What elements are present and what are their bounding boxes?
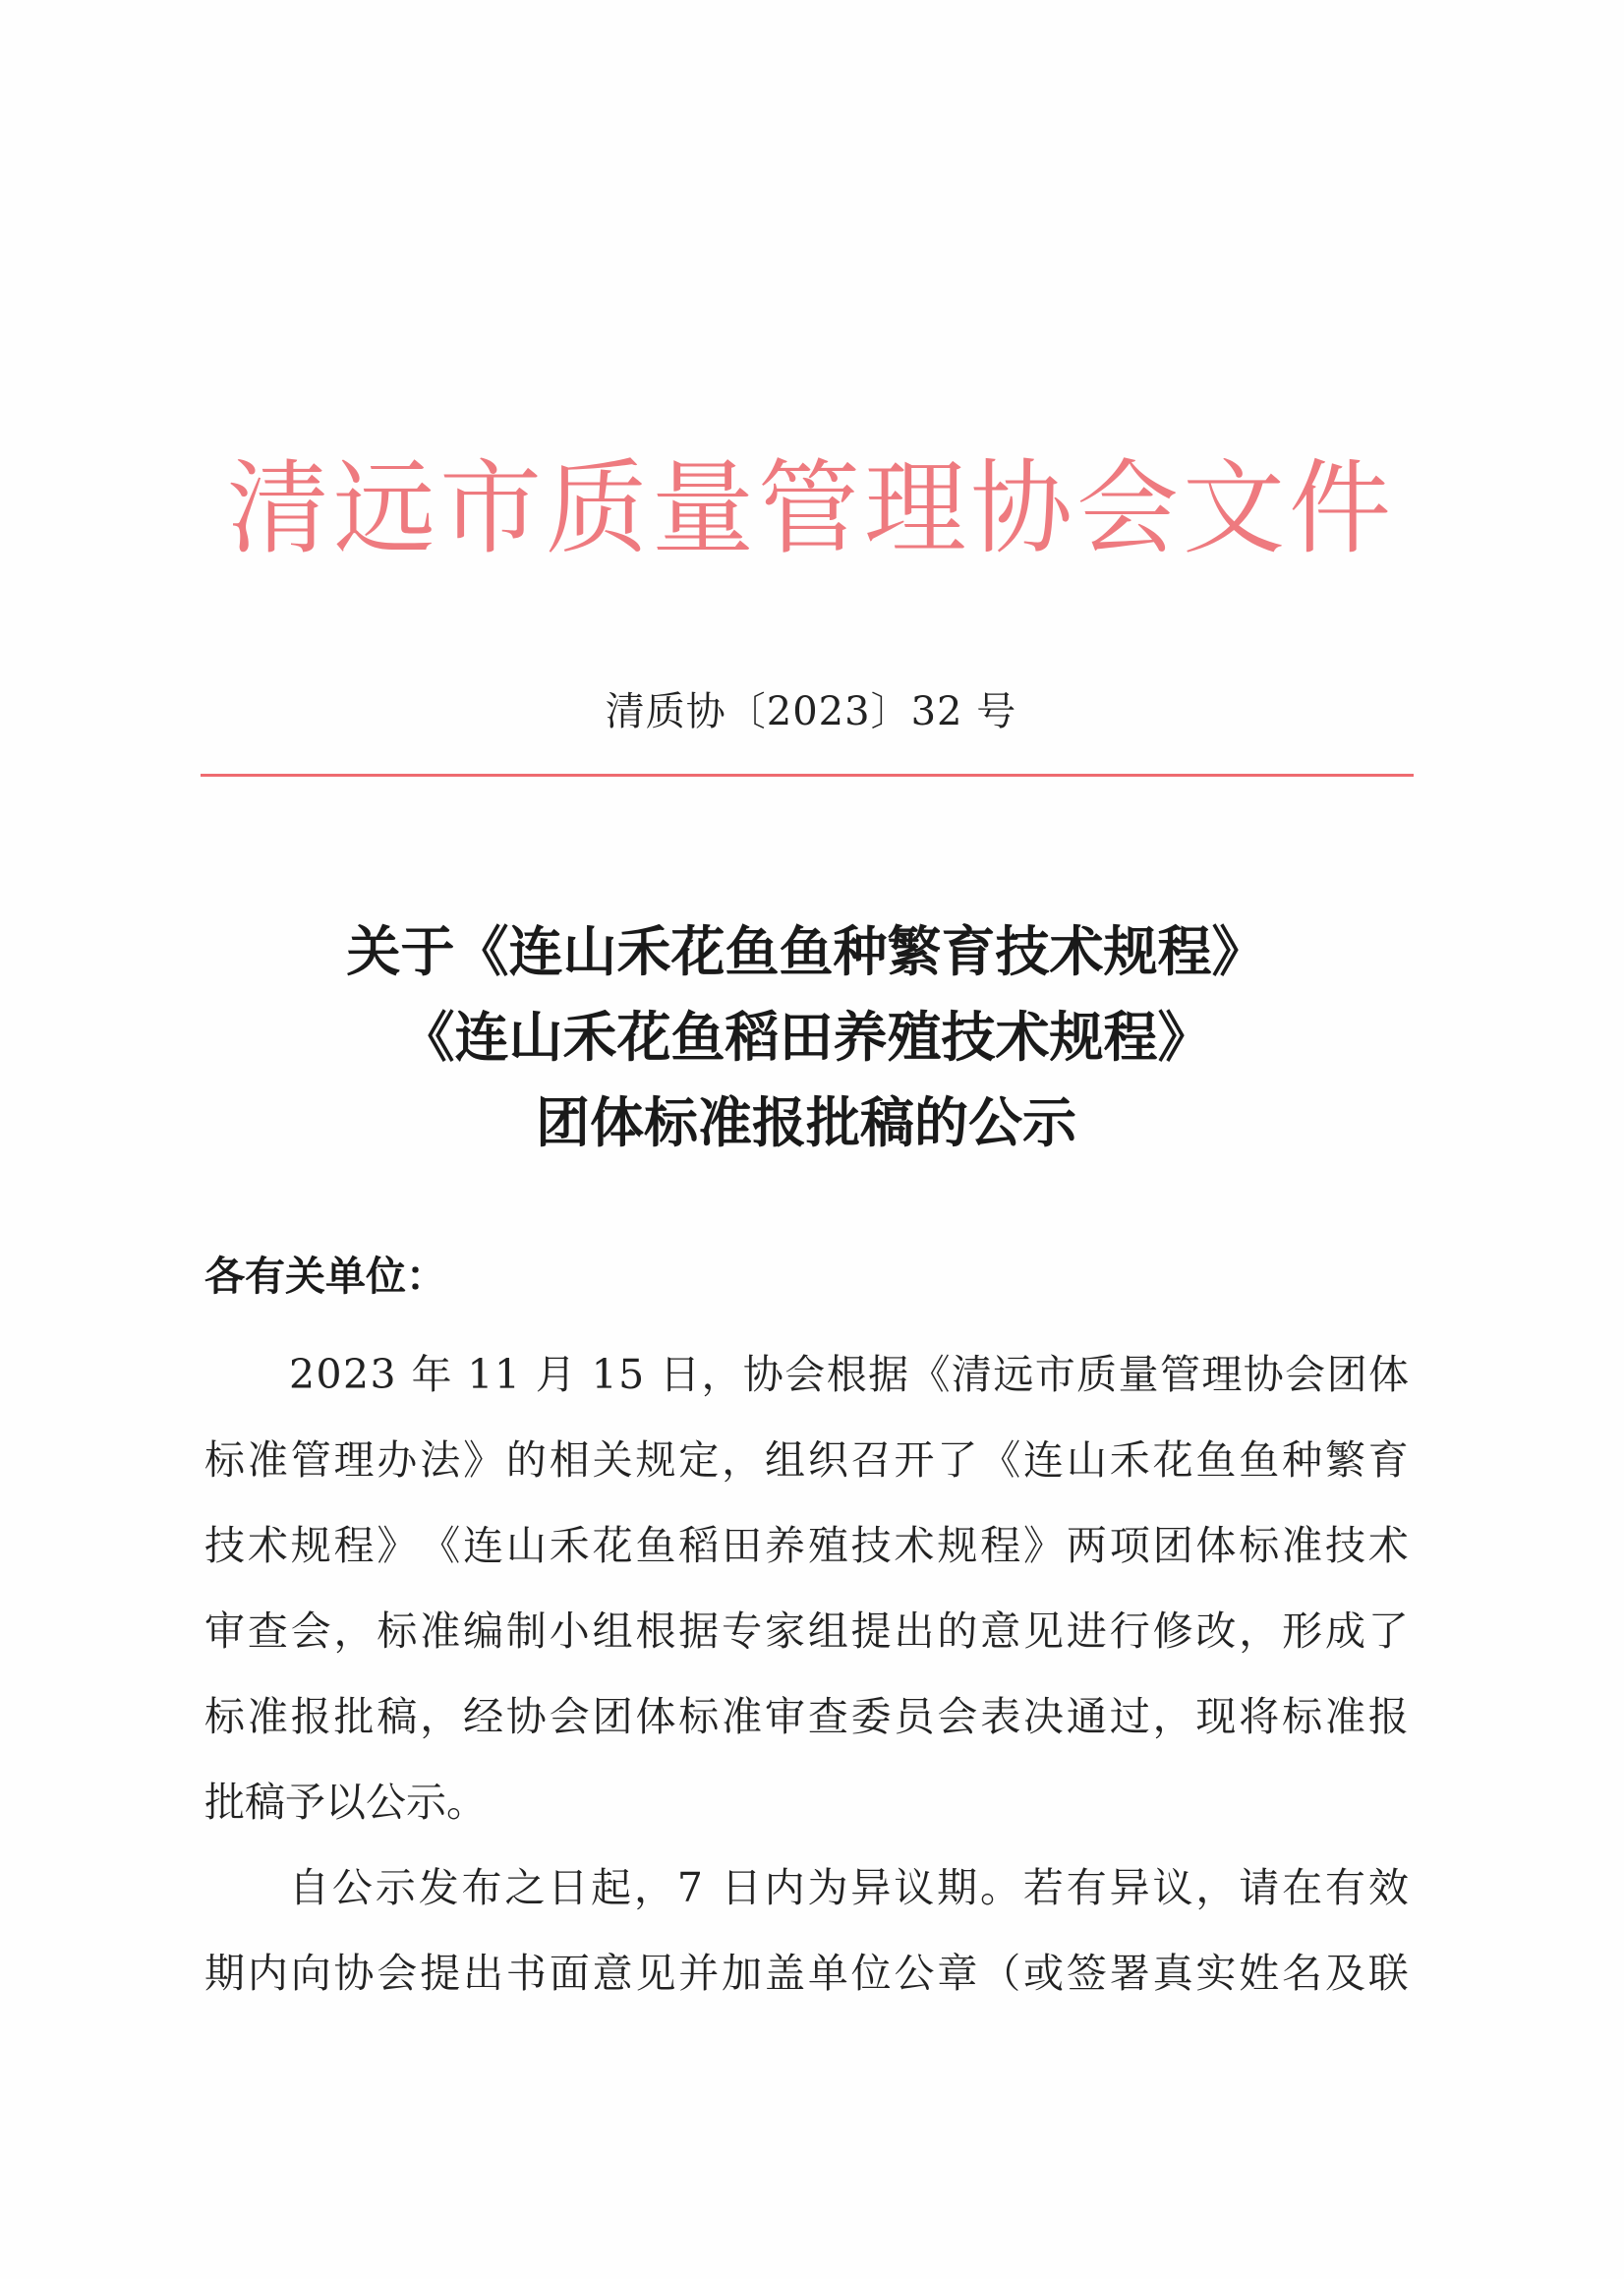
notice-title — [197, 909, 1416, 1166]
notice-title-line-2: 《连山禾花鱼稻田养殖技术规程》 — [400, 1006, 1212, 1069]
org-header-title: 清远市质量管理协会文件 — [226, 448, 1395, 568]
paragraph-1-line: 批 稿 予 以 公 示 。 — [204, 1779, 487, 1826]
paragraph-1-line: 审 查 会 ， 标 准 编 制 小 组 根 据 专 家 组 提 出 的 意 见 进 行 修 改 ， 形 成 了 — [204, 1607, 1409, 1655]
salutation: 各有关单位： — [204, 1253, 446, 1300]
paragraph-1-line: 2 0 2 3 年 1 1 月 1 5 日 ， 协 会 根 据 《 清 远 市 质 量 管 理 协 会 团 体 — [289, 1351, 1409, 1398]
red-divider-line — [201, 774, 1414, 777]
notice-title-line-1: 关于《连山禾花鱼鱼种繁育技术规程》 — [346, 920, 1266, 983]
paragraph-1-line: 技 术 规 程 》 《 连 山 禾 花 鱼 稻 田 养 殖 技 术 规 程 》 两 项 团 体 标 准 技 术 — [204, 1522, 1409, 1569]
document-number: 清质协〔2023〕32 号 — [605, 689, 1017, 734]
paragraph-2-line: 自 公 示 发 布 之 日 起 ， 7 日 内 为 异 议 期 。 若 有 异 议 ， 请 在 有 效 — [289, 1864, 1409, 1911]
notice-title-line-3: 团体标准报批稿的公示 — [535, 1091, 1076, 1154]
body-text — [204, 1332, 1409, 2016]
paragraph-2-line: 期 内 向 协 会 提 出 书 面 意 见 并 加 盖 单 位 公 章 （ 或 签 署 真 实 姓 名 及 联 — [204, 1950, 1409, 1997]
paragraph-1-line: 标 准 管 理 办 法 》 的 相 关 规 定 ， 组 织 召 开 了 《 连 山 禾 花 鱼 鱼 种 繁 育 — [204, 1436, 1409, 1484]
paragraph-1-line: 标 准 报 批 稿 ， 经 协 会 团 体 标 准 审 查 委 员 会 表 决 通 过 ， 现 将 标 准 报 — [204, 1693, 1409, 1740]
